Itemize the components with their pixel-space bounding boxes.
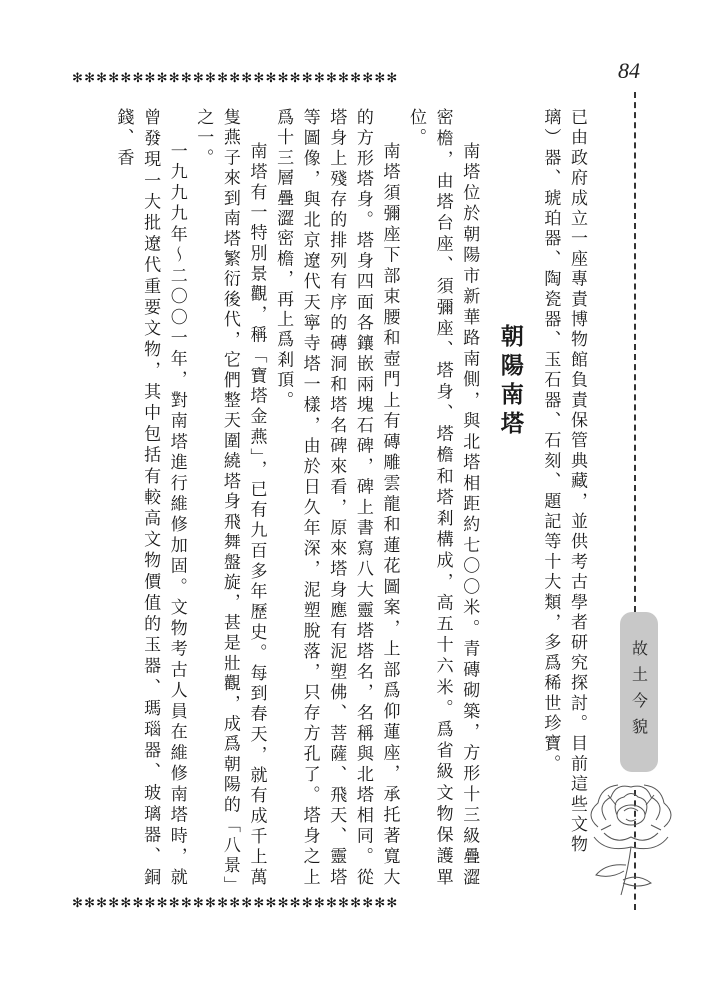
side-dashed-line-top	[634, 92, 636, 612]
paragraph-location: 南塔位於朝陽市新華路南側，與北塔相距約七〇〇米。青磚砌築，方形十三級疊澀密檐，由塔台座、須彌座、塔身、塔檐和塔剎構成，高五十六米。爲省級文物保護單位。	[406, 108, 480, 888]
paragraph-structure: 南塔須彌座下部束腰和壺門上有磚雕雲龍和蓮花圖案，上部爲仰蓮座，承托著寬大的方形塔身。塔身四面各鑲嵌兩塊石碑，碑上書寫八大靈塔塔名，名稱與北塔相同。從塔身上殘存的排列有序的磚洞和塔名碑來看，原來塔身應有泥塑佛、菩薩、飛天、靈塔等圖像，與北京遼代天寧寺塔一樣，由於日久年深，泥塑脫落，只存方孔了。塔身之上爲十三層疊澀密檐，再上爲剎頂。	[273, 108, 400, 888]
page-number: 84	[618, 58, 640, 83]
paragraph-swallows: 南塔有一特別景觀，稱「寶塔金燕」，已有九百多年歷史。每到春天，就有成千上萬隻燕子來到南塔繁衍後代，它們整天圍繞塔身飛舞盤旋，甚是壯觀，成爲朝陽的「八景」之一。	[193, 108, 267, 888]
peony-flower-icon	[576, 775, 686, 900]
vertical-text-body	[104, 108, 590, 888]
bottom-ornament-border: ✻✻✻✻✻✻✻✻✻✻✻✻✻✻✻✻✻✻✻✻✻✻✻✻✻✻✻	[72, 896, 399, 911]
top-ornament-border: ✻✻✻✻✻✻✻✻✻✻✻✻✻✻✻✻✻✻✻✻✻✻✻✻✻✻✻	[72, 71, 399, 86]
section-tab-label: 故土今貌	[629, 640, 649, 744]
section-heading: 朝陽南塔	[496, 324, 523, 440]
section-tab	[620, 612, 658, 772]
paragraph-previous-continued-2: 璃）器、琥珀器、陶瓷器、玉石器、石刻、題記等十大類，多爲稀世珍寶。	[540, 108, 561, 775]
paragraph-previous-continued: 已由政府成立一座專責博物館負責保管典藏，並供考古學者研究探討。目前這些文物	[567, 108, 587, 856]
paragraph-restoration: 一九九九年～二〇〇一年，對南塔進行維修加固。文物考古人員在維修南塔時，就曾發現一大批遼代重要文物，其中包括有較高文物價值的玉器、瑪瑙器、玻璃器、銅錢、香	[113, 108, 187, 888]
